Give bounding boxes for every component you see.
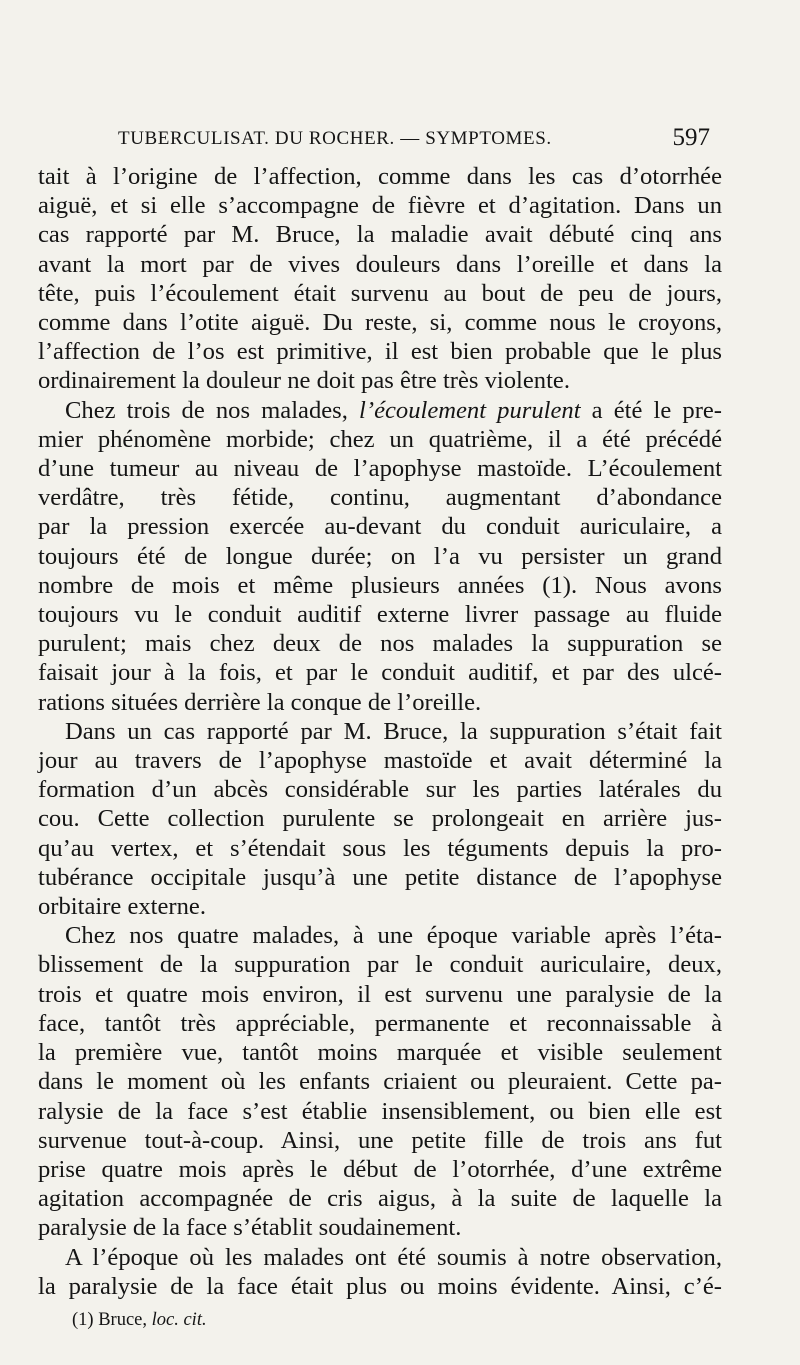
text-line: par la pression exercée au-devant du conduit auriculaire, a bbox=[38, 513, 722, 541]
page-header bbox=[118, 124, 710, 154]
text-line: face, tantôt très appréciable, permanente et reconnaissable à bbox=[38, 1009, 722, 1037]
body-text bbox=[38, 162, 722, 1301]
text-line: formation d’un abcès considérable sur les parties latérales du bbox=[38, 776, 722, 804]
text-line: A l’époque où les malades ont été soumis à notre observation, bbox=[65, 1243, 722, 1271]
text-line: dans le moment où les enfants criaient ou pleuraient. Cette pa- bbox=[38, 1068, 722, 1096]
text-line: purulent; mais chez deux de nos malades la suppuration se bbox=[38, 630, 722, 658]
text-line: comme dans l’otite aiguë. Du reste, si, comme nous le croyons, bbox=[38, 309, 722, 337]
text-line: verdâtre, très fétide, continu, augmentant d’abondance bbox=[38, 484, 722, 512]
text-line: Dans un cas rapporté par M. Bruce, la suppuration s’était fait bbox=[65, 717, 722, 745]
paragraph-3 bbox=[38, 717, 722, 921]
text-line: jour au travers de l’apophyse mastoïde et avait déterminé la bbox=[38, 747, 722, 775]
text-line bbox=[38, 396, 722, 425]
paragraph-5 bbox=[38, 1243, 722, 1301]
text-line: blissement de la suppuration par le conduit auriculaire, deux, bbox=[38, 951, 722, 979]
page-number: 597 bbox=[672, 124, 710, 151]
running-head: TUBERCULISAT. DU ROCHER. — SYMPTOMES. bbox=[118, 128, 552, 149]
text-line: prise quatre mois après le début de l’otorrhée, d’une extrême bbox=[38, 1155, 722, 1183]
text-line: survenue tout-à-coup. Ainsi, une petite fille de trois ans fut bbox=[38, 1126, 722, 1154]
text-line: la paralysie de la face était plus ou moins évidente. Ainsi, c’é- bbox=[38, 1272, 722, 1300]
paragraph-1 bbox=[38, 162, 722, 396]
text-line: cas rapporté par M. Bruce, la maladie avait débuté cinq ans bbox=[38, 221, 722, 249]
text-line: ordinairement la douleur ne doit pas être très violente. bbox=[38, 367, 570, 395]
text-line: trois et quatre mois environ, il est survenu une paralysie de la bbox=[38, 980, 722, 1008]
text-line: toujours été de longue durée; on l’a vu persister un grand bbox=[38, 542, 722, 570]
text-line: d’une tumeur au niveau de l’apophyse mastoïde. L’écoulement bbox=[38, 455, 722, 483]
text-line: mier phénomène morbide; chez un quatrième, il a été précédé bbox=[38, 425, 722, 453]
text-line: ralysie de la face s’est établie insensiblement, ou bien elle est bbox=[38, 1097, 722, 1125]
footnote-marker: (1) Bruce, bbox=[72, 1310, 152, 1330]
footnote bbox=[72, 1310, 207, 1331]
text-line: aiguë, et si elle s’accompagne de fièvre et d’agitation. Dans un bbox=[38, 192, 722, 220]
text-line: cou. Cette collection purulente se prolongeait en arrière jus- bbox=[38, 805, 722, 833]
text-run: Chez trois de nos malades, bbox=[65, 396, 360, 424]
paragraph-4 bbox=[38, 921, 722, 1242]
text-line: la première vue, tantôt moins marquée et visible seulement bbox=[38, 1039, 722, 1067]
italic-phrase: l’écoulement purulent bbox=[359, 396, 581, 424]
text-line: tête, puis l’écoulement était survenu au bout de peu de jours, bbox=[38, 279, 722, 307]
text-line: toujours vu le conduit auditif externe livrer passage au fluide bbox=[38, 601, 722, 629]
text-line: paralysie de la face s’établit soudainement. bbox=[38, 1214, 462, 1242]
text-line: nombre de mois et même plusieurs années (1). Nous avons bbox=[38, 571, 722, 599]
text-line: Chez nos quatre malades, à une époque variable après l’éta- bbox=[65, 922, 722, 950]
text-line: orbitaire externe. bbox=[38, 893, 206, 921]
text-line: tubérance occipitale jusqu’à une petite distance de l’apophyse bbox=[38, 863, 722, 891]
text-line: faisait jour à la fois, et par le conduit auditif, et par des ulcé- bbox=[38, 659, 722, 687]
footnote-citation: loc. cit. bbox=[151, 1310, 207, 1330]
text-run: a été le pre- bbox=[580, 396, 722, 424]
text-line: tait à l’origine de l’affection, comme dans les cas d’otorrhée bbox=[38, 163, 722, 190]
paragraph-2 bbox=[38, 396, 722, 717]
text-line: qu’au vertex, et s’étendait sous les téguments depuis la pro- bbox=[38, 834, 722, 862]
text-line: l’affection de l’os est primitive, il est bien probable que le plus bbox=[38, 338, 722, 366]
text-line: avant la mort par de vives douleurs dans l’oreille et dans la bbox=[38, 250, 722, 278]
text-line: rations situées derrière la conque de l’oreille. bbox=[38, 688, 482, 716]
text-line: agitation accompagnée de cris aigus, à la suite de laquelle la bbox=[38, 1185, 722, 1213]
